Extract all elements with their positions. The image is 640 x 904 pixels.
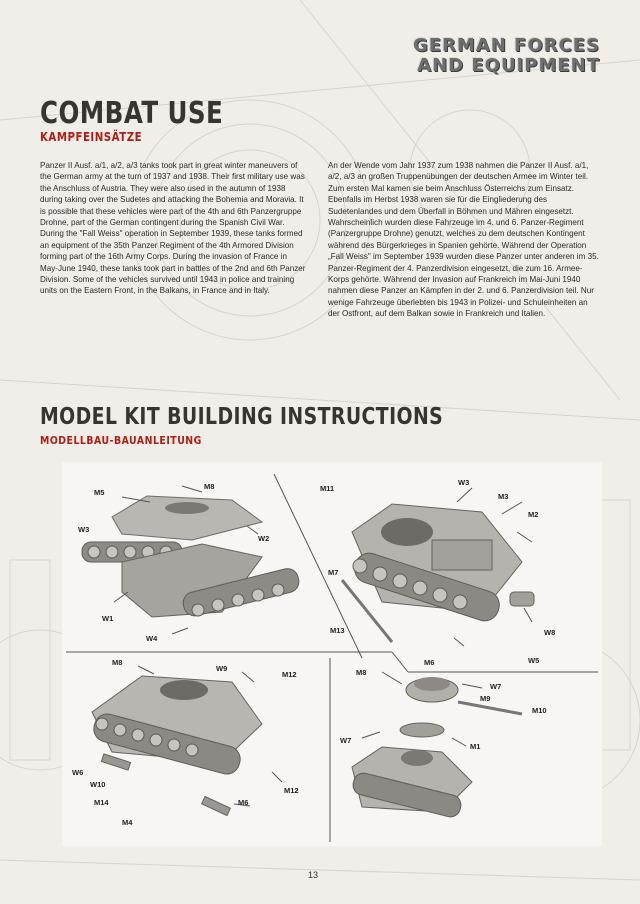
part-label: W6 xyxy=(72,768,84,777)
part-label: W5 xyxy=(528,656,540,665)
part-label: M5 xyxy=(94,488,105,497)
part-label: M8 xyxy=(356,668,367,677)
step3-hull-assembly xyxy=(91,666,282,816)
part-label: M1 xyxy=(470,742,481,751)
part-label: W10 xyxy=(90,780,106,789)
combat-use-subtitle: KAMPFEINSÄTZE xyxy=(40,130,143,144)
step2-hull-assembly xyxy=(342,488,534,646)
part-label: M14 xyxy=(94,798,109,807)
part-label: W1 xyxy=(102,614,114,623)
step1-hull-assembly xyxy=(82,486,301,634)
series-title-line1: GERMAN FORCES xyxy=(412,35,600,56)
part-label: W3 xyxy=(458,478,470,487)
kit-instructions-subtitle: MODELLBAU-BAUANLEITUNG xyxy=(40,434,202,447)
part-label: M12 xyxy=(284,786,299,795)
part-label: M3 xyxy=(498,492,509,501)
combat-use-title: COMBAT USE xyxy=(40,96,224,131)
part-label: M10 xyxy=(532,706,547,715)
part-label: W2 xyxy=(258,534,270,543)
part-label: M12 xyxy=(282,670,297,679)
part-label: W7 xyxy=(490,682,502,691)
german-paragraph: An der Wende vom Jahr 1937 zum 1938 nahmen die Panzer II Ausf. a/1, a/2, a/3 an großen Truppenübungen der deutschen Armee im Winter teil. Zum ersten Mal kamen sie beim Anschluss Österreichs zum Einsatz. Ebenfalls im Herbst 1938 waren sie für die Eingliederung des Sudetenlandes und dem Überfall in Böhmen und Mähren eingesetzt. Wahrscheinlich wurden diese Fahrzeuge im 4. und 6. Panzer-Regiment (Panzergruppe Drohne) genutzt, welches zu dem deutschen Kontingent während des Bürgerkrieges in Spanien gehörte. Während der Operation „Fall Weiss" im September 1939 wurden diese Panzer unter anderen im 35. Panzer-Regiment der 4. Panzerdivision eingesetzt, die zum 16. Armee-Korps gehörte. Während der Invasion auf Frankreich im Mai-Juni 1940 nahmen diese Panzer an Kämpfen in der 2. und 6. Panzerdivision teil. Nur wenige Fahrzeuge überlebten bis 1943 in Polizei- und Schuleinheiten an der Ostfront, auf dem Balkan sowie in Frankreich und Italien. xyxy=(328,161,599,319)
kit-instructions-title: MODEL KIT BUILDING INSTRUCTIONS xyxy=(40,404,444,430)
part-label: M2 xyxy=(528,510,539,519)
part-label: W8 xyxy=(544,628,556,637)
part-label: M8 xyxy=(204,482,215,491)
english-paragraph: Panzer II Ausf. a/1, a/2, a/3 tanks took part in great winter maneuvers of the German army at the turn of 1937 and 1938. Their first military use was the Anschluss of Austria. They were also used in the autumn of 1938 during taking over the Sudetes and attacking the Bohemia and Moravia. It is possible that these vehicles were part of the 4th and 6th Panzergruppe Drohne, part of the German contingent during the Spanish Civil War. During the "Fall Weiss" operation in September 1939, these tanks formed an equipment of the 35th Panzer Regiment of the 4th Armored Division forming part of the 16th Army Corps. During the invasion of France in May-June 1940, these tanks took part in battles of the 2nd and 6th Panzer Division. Some of the vehicles survived until 1943 in police and training units on the Eastern Front, in the Balkans, in France and in Italy. xyxy=(40,161,306,296)
part-label: M9 xyxy=(480,694,491,703)
part-label: W7 xyxy=(340,736,352,745)
part-label: M6 xyxy=(238,798,249,807)
assembly-illustration xyxy=(62,462,602,846)
part-label: W9 xyxy=(216,664,228,673)
part-label: M11 xyxy=(320,484,335,493)
page-number: 13 xyxy=(308,870,319,880)
series-title xyxy=(413,36,600,76)
part-label: W4 xyxy=(146,634,158,643)
part-label: M6 xyxy=(424,658,435,667)
step4-turret-assembly xyxy=(351,672,522,819)
assembly-diagram xyxy=(62,462,602,846)
series-title-line2: AND EQUIPMENT xyxy=(417,55,600,76)
part-label: W3 xyxy=(78,525,90,534)
part-label: M7 xyxy=(328,568,339,577)
part-label: M4 xyxy=(122,818,133,827)
part-label: M13 xyxy=(330,626,345,635)
part-label: M8 xyxy=(112,658,123,667)
